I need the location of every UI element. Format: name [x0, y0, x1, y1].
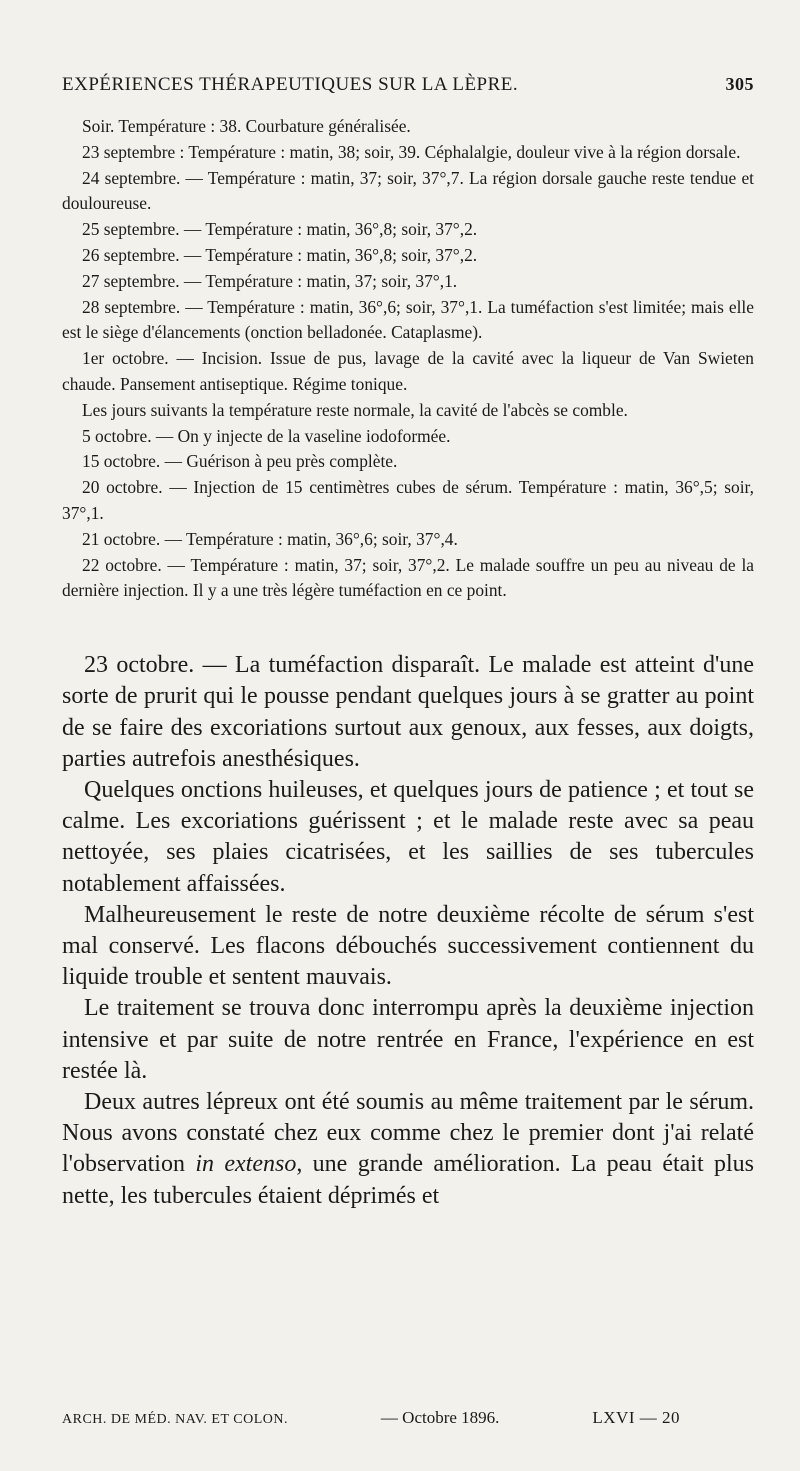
page-footer — [62, 1408, 680, 1428]
note-paragraph: 22 octobre. — Température : matin, 37; soir, 37°,2. Le malade souffre un peu au niveau de la dernière injection. Il y a une très légère tuméfaction en ce point. — [62, 554, 754, 601]
note-paragraph: 25 septembre. — Température : matin, 36°,8; soir, 37°,2. — [82, 219, 478, 240]
text-run: Deux autres lépreux ont été soumis au même traitement par le sérum. Nous avons constaté chez eux comme chez le premier dont j'ai relaté l'observation — [62, 1088, 754, 1178]
italic-phrase: in extenso — [195, 1151, 297, 1178]
note-paragraph: 28 septembre. — Température : matin, 36°,6; soir, 37°,1. La tuméfaction s'est limitée; mais elle est le siège d'élancements (onction belladonée. Cataplasme). — [62, 296, 754, 343]
issue-date-group — [381, 1408, 500, 1428]
journal-name: ARCH. DE MÉD. NAV. ET COLON. — [62, 1412, 288, 1427]
issue-date: Octobre 1896. — [402, 1408, 500, 1427]
note-paragraph: Les jours suivants la température reste normale, la cavité de l'abcès se comble. — [82, 399, 628, 420]
note-paragraph: 27 septembre. — Température : matin, 37; soir, 37°,1. — [82, 270, 458, 291]
running-header — [62, 74, 754, 96]
body-paragraph-last — [62, 1087, 754, 1212]
signature-mark: LXVI — 20 — [592, 1408, 680, 1427]
note-paragraph: 1er octobre. — Incision. Issue de pus, lavage de la cavité avec la liqueur de Van Swieten chaude. Pansement antiseptique. Régime tonique. — [62, 348, 754, 394]
page-number: 305 — [725, 74, 754, 94]
observation-notes — [62, 114, 754, 604]
text-run: , une grande amélioration. La peau était plus nette, les tubercules étaient déprimés et — [62, 1151, 755, 1209]
note-paragraph: 23 septembre : Température : matin, 38; soir, 39. Céphalalgie, douleur vive à la région dorsale. — [82, 141, 741, 162]
note-paragraph: Soir. Température : 38. Courbature généralisée. — [82, 116, 411, 136]
note-paragraph: 21 octobre. — Température : matin, 36°,6; soir, 37°,4. — [82, 528, 458, 549]
body-paragraph: Le traitement se trouva donc interrompu après la deuxième injection intensive et par suite de notre rentrée en France, l'expérience en est restée là. — [62, 995, 754, 1084]
note-paragraph: 24 septembre. — Température : matin, 37; soir, 37°,7. La région dorsale gauche reste tendue et douloureuse. — [62, 167, 754, 214]
note-paragraph: 20 octobre. — Injection de 15 centimètres cubes de sérum. Température : matin, 36°,5; soir, 37°,1. — [62, 477, 754, 523]
footer-dash: — — [380, 1408, 398, 1427]
body-paragraph: Quelques onctions huileuses, et quelques jours de patience ; et tout se calme. Les excoriations guérissent ; et le malade reste avec sa peau nettoyée, ses plaies cicatrisées, et les saillies de ses tubercules notablement affaissées. — [62, 776, 754, 897]
note-paragraph: 26 septembre. — Température : matin, 36°,8; soir, 37°,2. — [82, 244, 478, 265]
body-paragraph: Malheureusement le reste de notre deuxième récolte de sérum s'est mal conservé. Les flacons débouchés successivement contiennent du liquide trouble et sentent mauvais. — [62, 901, 754, 991]
note-paragraph: 15 octobre. — Guérison à peu près complète. — [82, 451, 398, 472]
note-paragraph: 5 octobre. — On y injecte de la vaseline iodoformée. — [82, 425, 451, 446]
running-title: EXPÉRIENCES THÉRAPEUTIQUES SUR LA LÈPRE. — [62, 74, 519, 95]
body-paragraph: 23 octobre. — La tuméfaction disparaît. Le malade est atteint d'une sorte de prurit qui le pousse pendant quelques jours à se gratter au point de se faire des excoriations surtout aux genoux, aux fesses, aux doigts, parties autrefois anesthésiques. — [62, 652, 754, 772]
main-text — [62, 650, 754, 1212]
